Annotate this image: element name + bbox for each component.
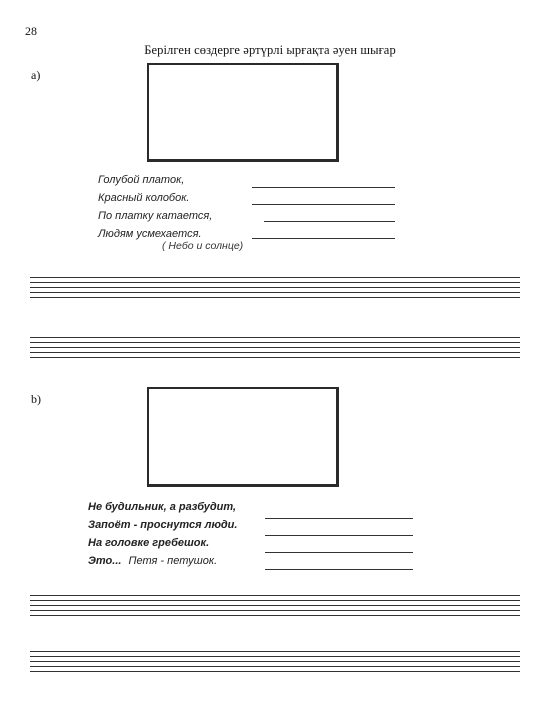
staff-line bbox=[30, 656, 520, 657]
answer-line[interactable] bbox=[252, 238, 395, 239]
staff-line bbox=[30, 277, 520, 278]
section-a-drawing-box[interactable] bbox=[147, 63, 339, 162]
answer-line[interactable] bbox=[265, 569, 413, 570]
staff-line bbox=[30, 287, 520, 288]
answer-line[interactable] bbox=[265, 535, 413, 536]
poem-line-last bbox=[88, 552, 237, 570]
poem-line: По платку катается, bbox=[98, 210, 213, 222]
staff-line bbox=[30, 605, 520, 606]
answer-line[interactable] bbox=[252, 204, 395, 205]
staff-line bbox=[30, 671, 520, 672]
section-a-source: ( Небо и солнце) bbox=[162, 240, 244, 252]
section-b-drawing-box[interactable] bbox=[147, 387, 339, 487]
answer-line[interactable] bbox=[264, 221, 395, 222]
page-title: Берілген сөздерге әртүрлі ырғақта әуен шығар bbox=[144, 43, 396, 57]
section-a-label: а) bbox=[31, 68, 41, 82]
staff-line bbox=[30, 282, 520, 283]
poem-line: Красный колобок. bbox=[98, 192, 190, 204]
poem-line: Не будильник, а разбудит, bbox=[88, 501, 237, 513]
staff-line bbox=[30, 292, 520, 293]
staff-line bbox=[30, 666, 520, 667]
poem-line-prefix: Это... bbox=[88, 555, 122, 567]
answer-line[interactable] bbox=[252, 187, 395, 188]
poem-line: На головке гребешок. bbox=[88, 537, 210, 549]
answer-line[interactable] bbox=[265, 552, 413, 553]
poem-answer: Петя - петушок. bbox=[128, 555, 218, 567]
staff-line bbox=[30, 357, 520, 358]
staff-line bbox=[30, 610, 520, 611]
staff-line bbox=[30, 342, 520, 343]
answer-line[interactable] bbox=[265, 518, 413, 519]
staff-line bbox=[30, 661, 520, 662]
staff-line bbox=[30, 615, 520, 616]
staff-line bbox=[30, 337, 520, 338]
staff-line bbox=[30, 600, 520, 601]
section-a-poem bbox=[98, 171, 212, 243]
poem-line: Запоёт - проснутся люди. bbox=[88, 519, 238, 531]
poem-line: Голубой платок, bbox=[98, 174, 185, 186]
staff-line bbox=[30, 595, 520, 596]
staff-line bbox=[30, 352, 520, 353]
page-number: 28 bbox=[25, 24, 37, 38]
staff-line bbox=[30, 297, 520, 298]
section-b-poem bbox=[88, 498, 237, 570]
poem-line: Людям усмехается. bbox=[98, 228, 202, 240]
staff-line bbox=[30, 347, 520, 348]
section-b-label: b) bbox=[31, 392, 41, 406]
staff-line bbox=[30, 651, 520, 652]
